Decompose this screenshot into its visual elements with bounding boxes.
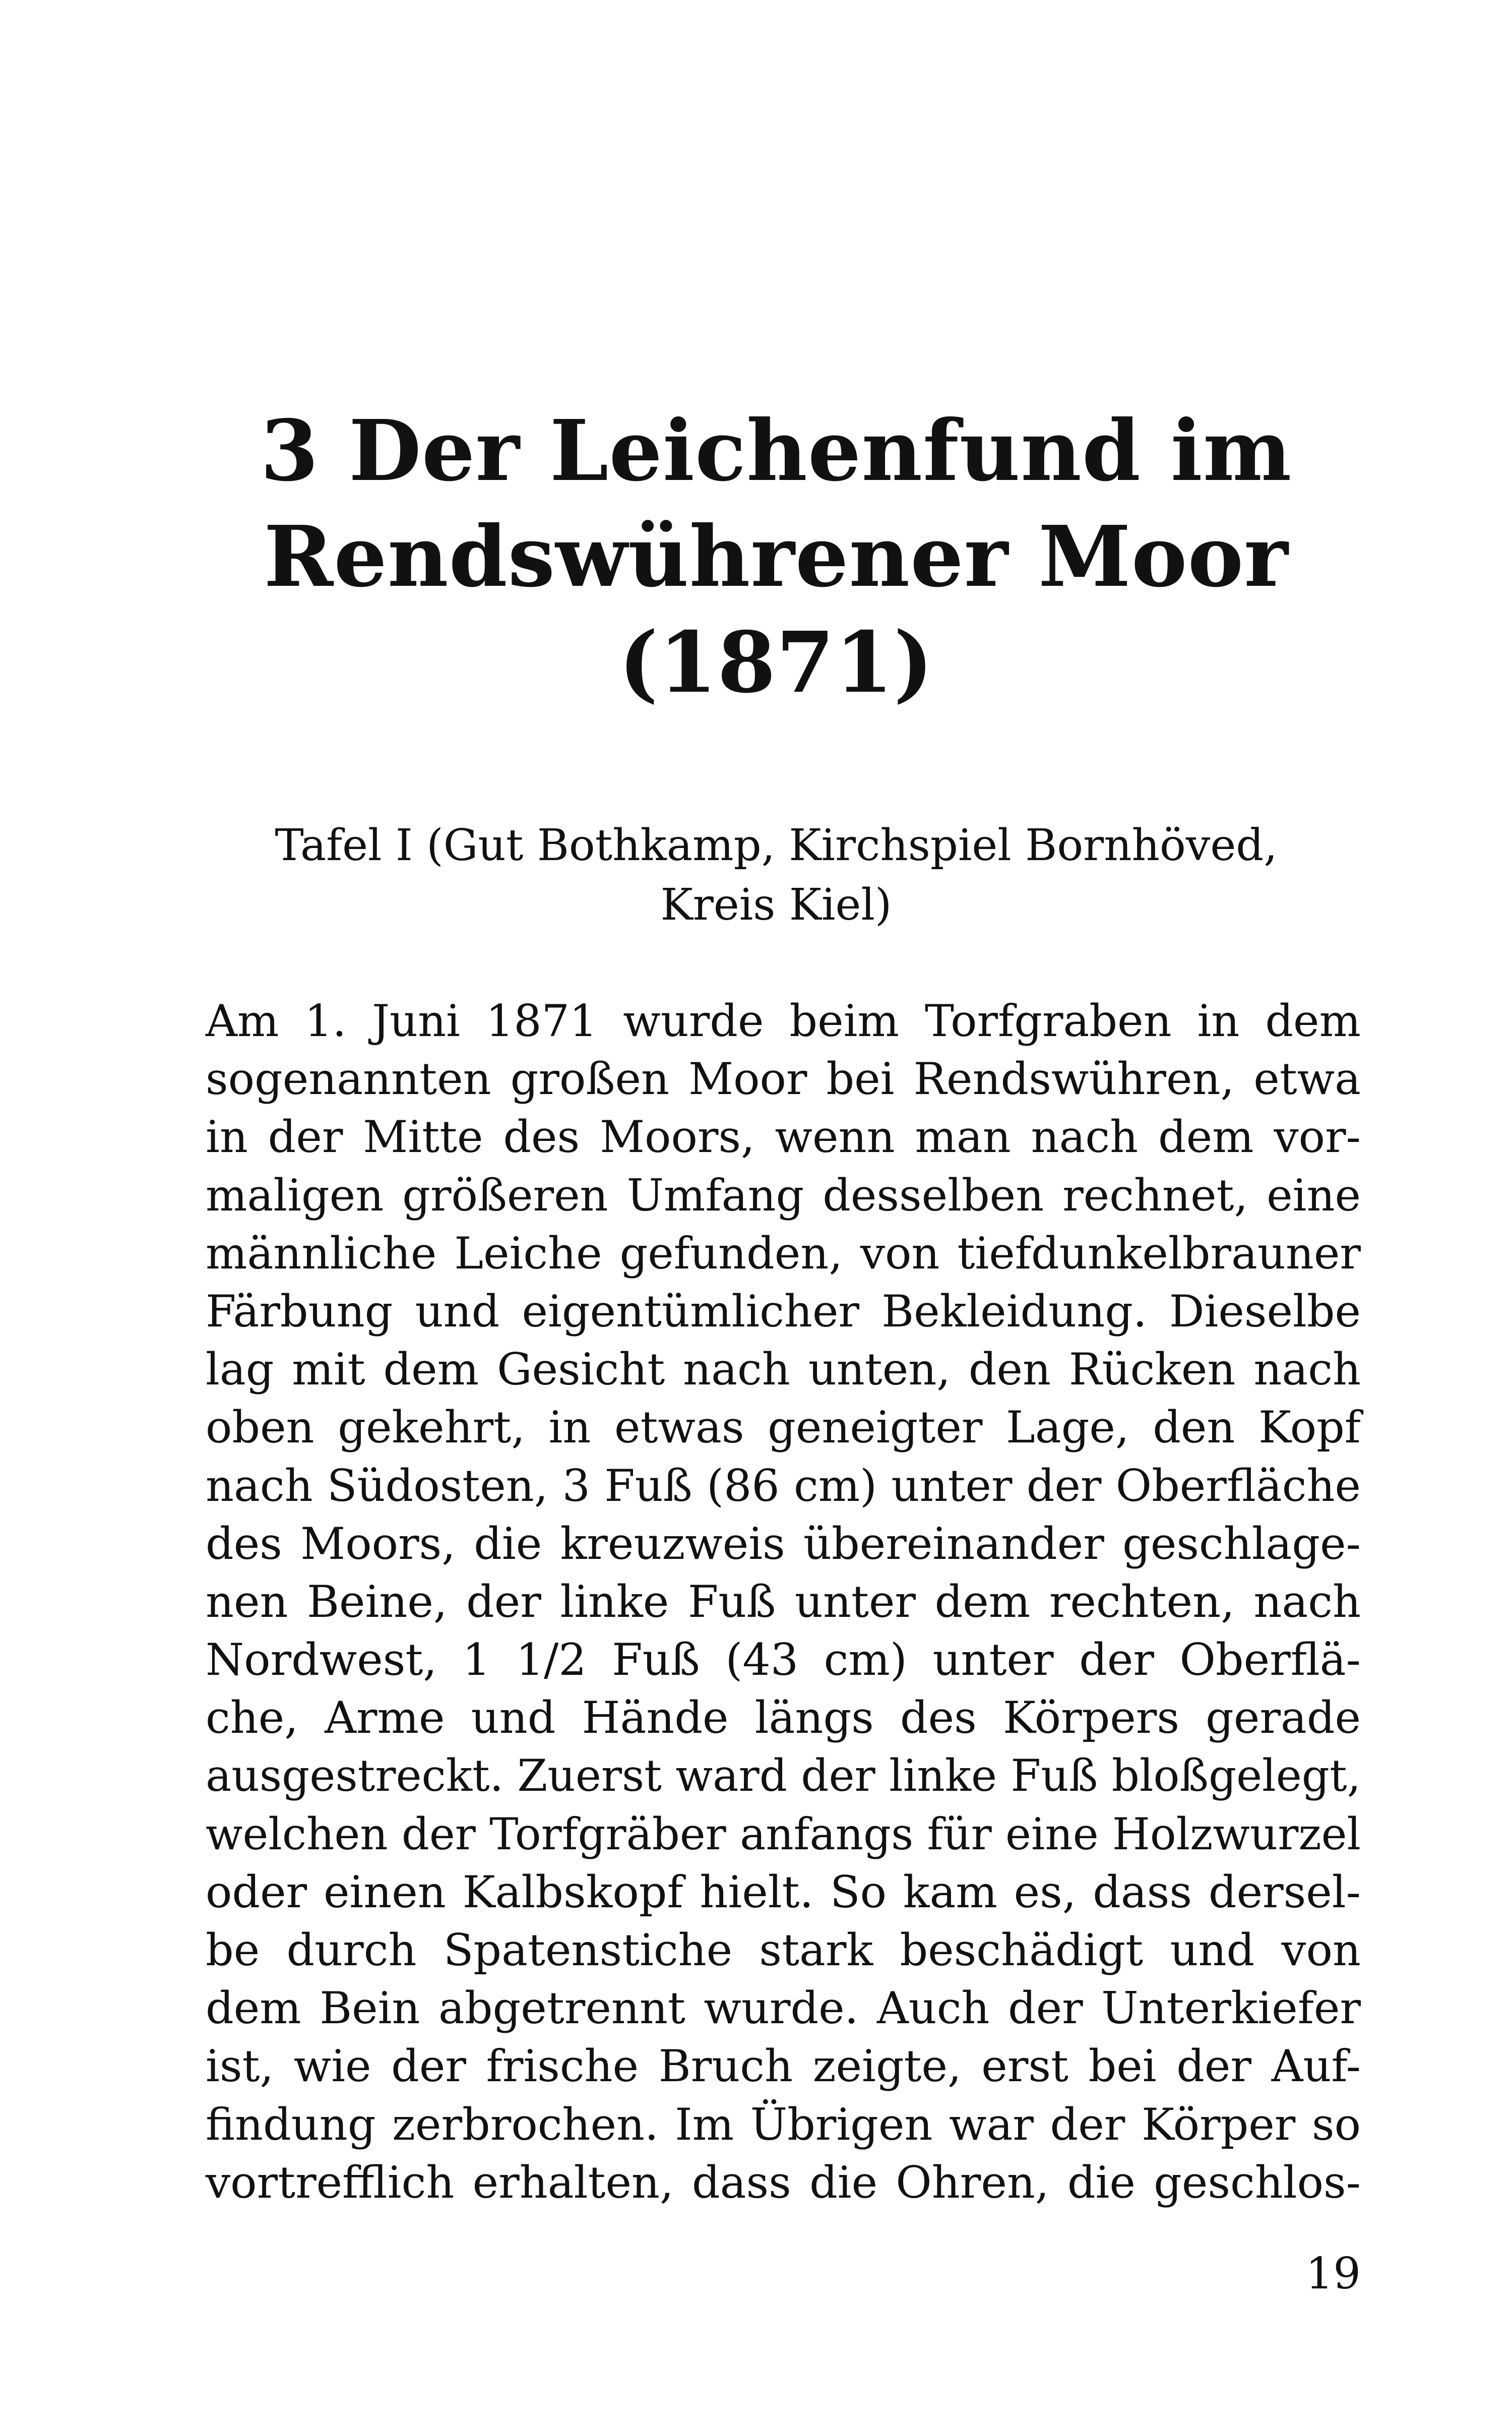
body-line: männliche Leiche gefunden, von tiefdunkelbrauner — [206, 1227, 1361, 1279]
body-line: vortrefflich erhalten, dass die Ohren, die geschlos- — [206, 2156, 1361, 2208]
body-line: oben gekehrt, in etwas geneigter Lage, den Kopf — [206, 1402, 1361, 1454]
body-line: Nordwest, 1 1/2 Fuß (43 cm) unter der Oberflä- — [206, 1634, 1361, 1686]
body-line: be durch Spatenstiche stark beschädigt und von — [206, 1924, 1361, 1976]
chapter-title-line: (1871) — [618, 614, 934, 712]
chapter-title — [202, 398, 1351, 716]
subtitle-line: Tafel I (Gut Bothkamp, Kirchspiel Bornhöved, — [275, 820, 1278, 871]
chapter-title-line: 3 Der Leichenfund im — [260, 402, 1292, 500]
body-line: dem Bein abgetrennt wurde. Auch der Unterkiefer — [206, 1982, 1361, 2034]
body-line: maligen größeren Umfang desselben rechnet, eine — [206, 1169, 1361, 1221]
body-line: nach Südosten, 3 Fuß (86 cm) unter der Oberfläche — [206, 1460, 1361, 1511]
body-line: lag mit dem Gesicht nach unten, den Rücken nach — [206, 1344, 1361, 1396]
body-line: che, Arme und Hände längs des Körpers gerade — [206, 1692, 1361, 1744]
body-line: in der Mitte des Moors, wenn man nach dem vor- — [206, 1111, 1361, 1163]
page-number: 19 — [1305, 2249, 1361, 2299]
body-line: sogenannten großen Moor bei Rendswühren, etwa — [206, 1053, 1361, 1105]
body-line: ausgestreckt. Zuerst ward der linke Fuß bloßgelegt, — [206, 1750, 1361, 1802]
body-line: oder einen Kalbskopf hielt. So kam es, dass dersel- — [206, 1866, 1361, 1918]
body-line: ist, wie der frische Bruch zeigte, erst bei der Auf- — [206, 2040, 1361, 2092]
body-paragraph — [206, 992, 1361, 2212]
body-line: welchen der Torfgräber anfangs für eine Holzwurzel — [206, 1808, 1361, 1860]
body-line: Am 1. Juni 1871 wurde beim Torfgraben in dem — [206, 995, 1361, 1047]
chapter-title-line: Rendswührener Moor — [264, 508, 1289, 606]
body-line: Färbung und eigentümlicher Bekleidung. Dieselbe — [206, 1285, 1361, 1337]
body-line: nen Beine, der linke Fuß unter dem rechten, nach — [206, 1576, 1361, 1627]
subtitle-line: Kreis Kiel) — [660, 880, 892, 930]
chapter-subtitle — [202, 816, 1351, 935]
body-line: des Moors, die kreuzweis übereinander geschlage- — [206, 1518, 1361, 1569]
body-line: findung zerbrochen. Im Übrigen war der Körper so — [206, 2098, 1361, 2150]
